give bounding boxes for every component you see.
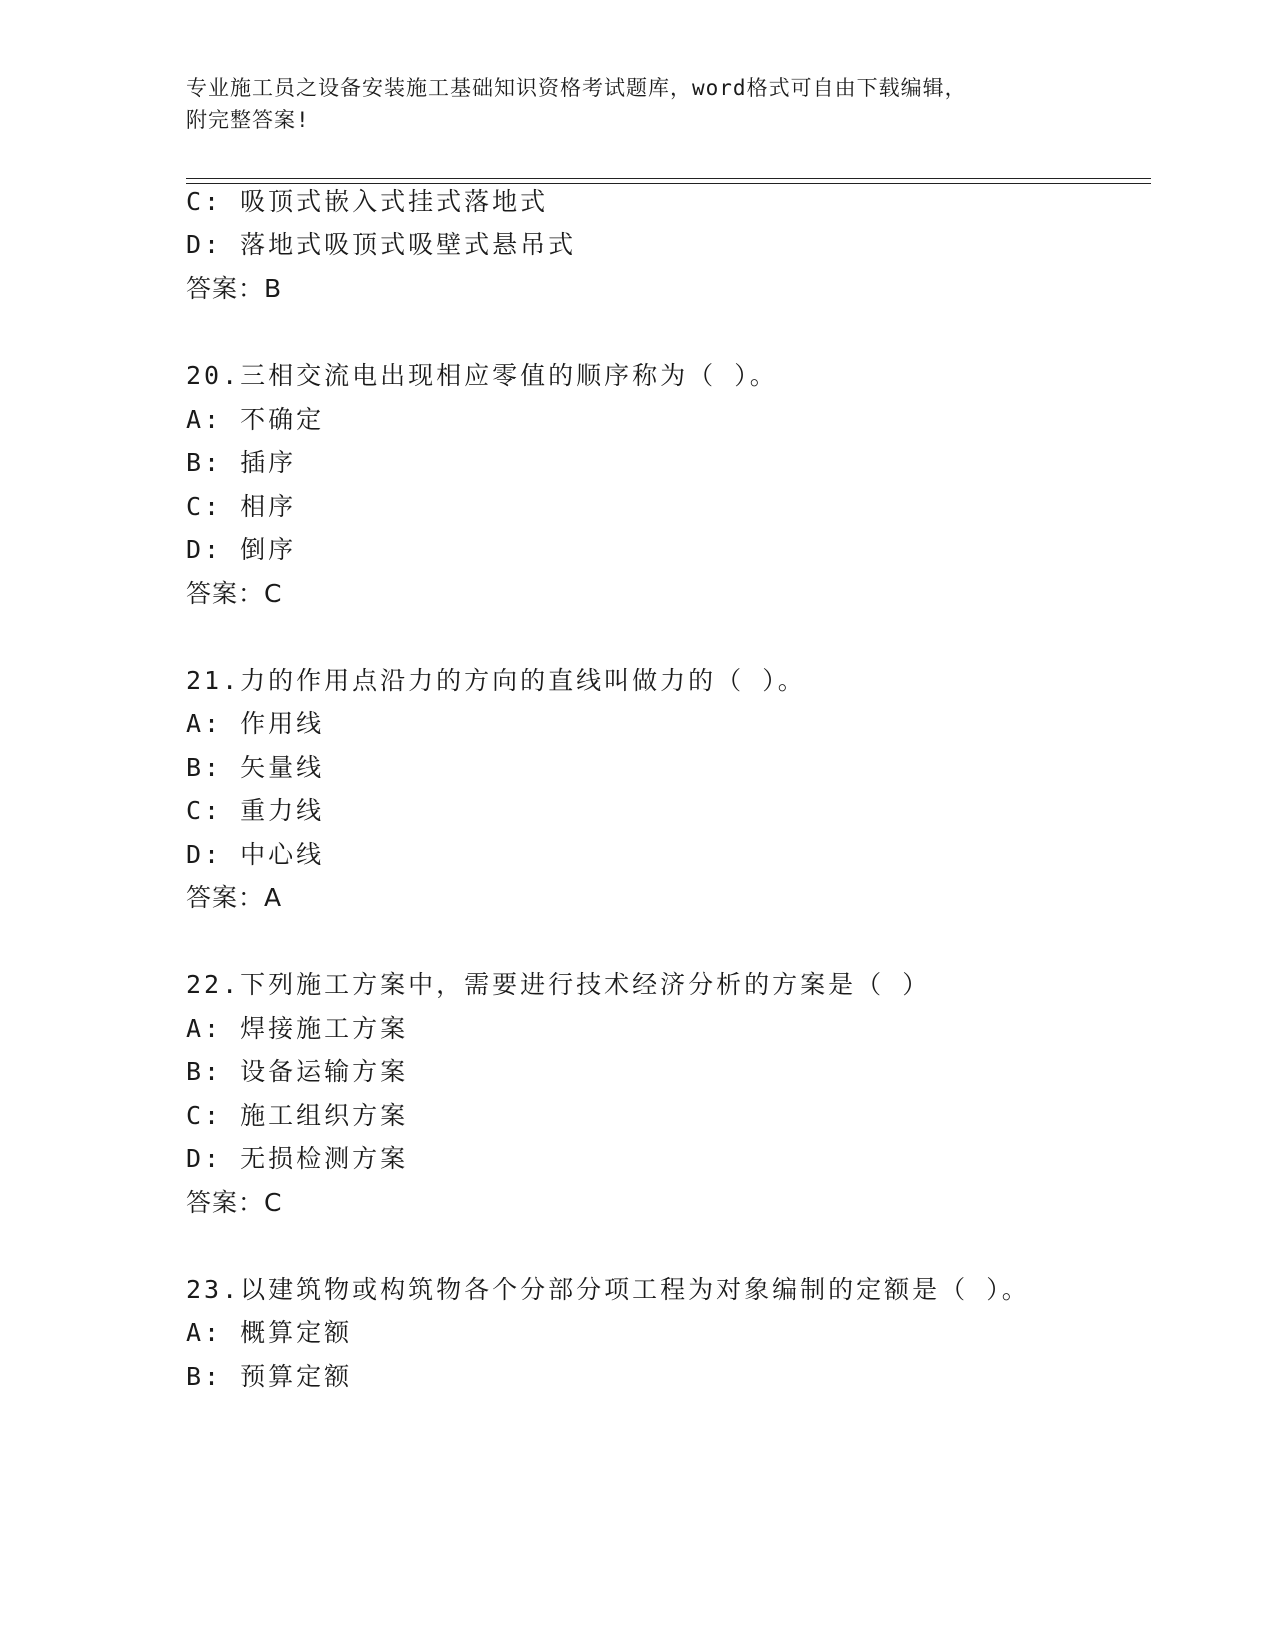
- header-rule-top: [186, 178, 1151, 179]
- option-line: B: 预算定额: [186, 1362, 353, 1391]
- header-line-2: 附完整答案!: [186, 108, 310, 132]
- option-line: B: 矢量线: [186, 753, 325, 782]
- question-line: 20.三相交流电出现相应零值的顺序称为（ ）。: [186, 361, 778, 390]
- answer-line: 答案：C: [186, 1188, 283, 1217]
- answer-line: 答案：C: [186, 579, 283, 608]
- document-header: [186, 72, 1066, 136]
- option-line: C: 吸顶式嵌入式挂式落地式: [186, 187, 549, 216]
- option-line: C: 施工组织方案: [186, 1101, 409, 1130]
- question-line: 22.下列施工方案中，需要进行技术经济分析的方案是（ ）: [186, 970, 931, 999]
- option-line: C: 重力线: [186, 796, 325, 825]
- option-line: A: 焊接施工方案: [186, 1014, 409, 1043]
- question-line: 21.力的作用点沿力的方向的直线叫做力的（ ）。: [186, 666, 806, 695]
- option-line: D: 中心线: [186, 840, 325, 869]
- option-line: B: 设备运输方案: [186, 1057, 409, 1086]
- question-line: 23.以建筑物或构筑物各个分部分项工程为对象编制的定额是（ ）。: [186, 1275, 1030, 1304]
- header-line-1: 专业施工员之设备安装施工基础知识资格考试题库，word格式可自由下载编辑，: [186, 76, 967, 100]
- option-line: A: 作用线: [186, 709, 325, 738]
- header-rule-bottom: [186, 183, 1151, 184]
- option-line: D: 无损检测方案: [186, 1144, 409, 1173]
- option-line: B: 插序: [186, 448, 297, 477]
- option-line: A: 概算定额: [186, 1318, 353, 1347]
- option-line: C: 相序: [186, 492, 297, 521]
- answer-line: 答案：B: [186, 274, 283, 303]
- option-line: A: 不确定: [186, 405, 325, 434]
- option-line: D: 落地式吸顶式吸壁式悬吊式: [186, 230, 577, 259]
- option-line: D: 倒序: [186, 535, 297, 564]
- answer-line: 答案：A: [186, 883, 283, 912]
